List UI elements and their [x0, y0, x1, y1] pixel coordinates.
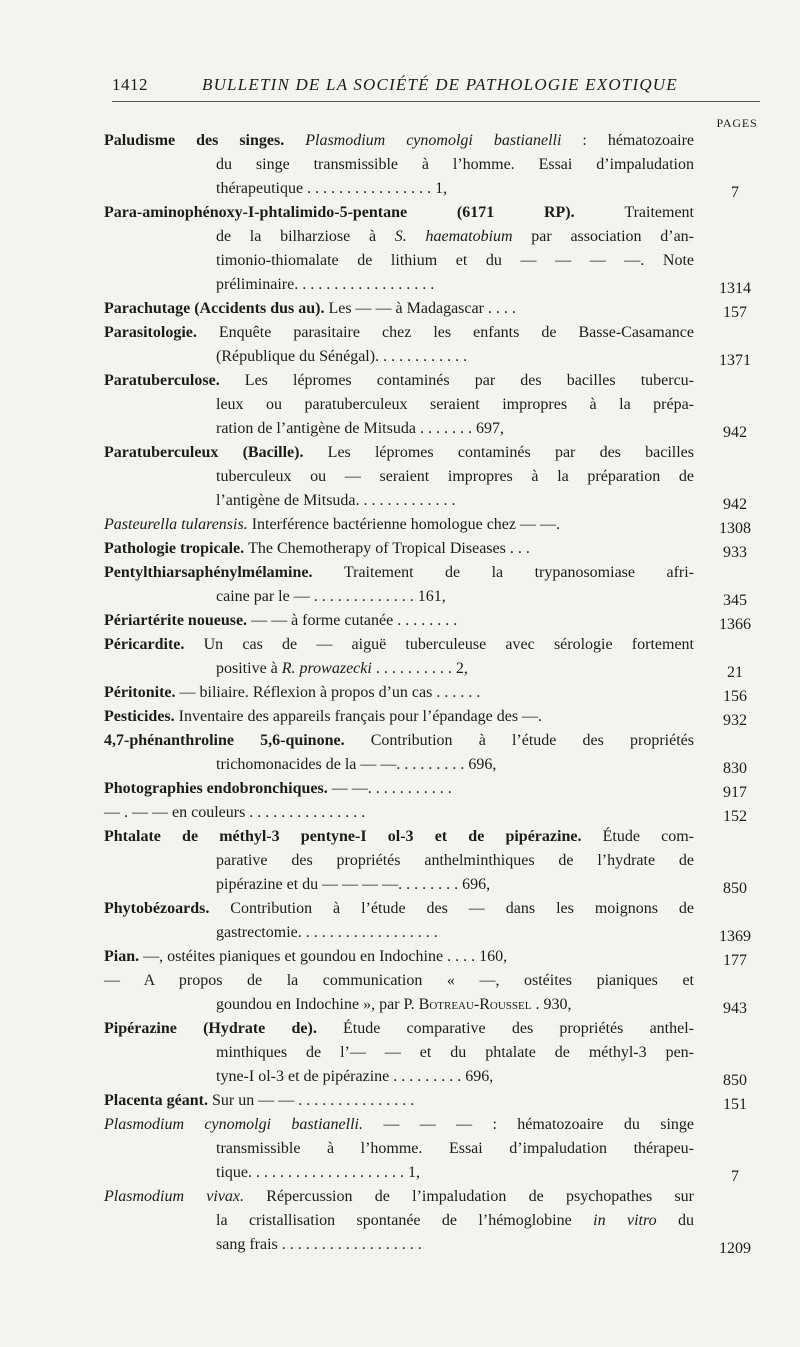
page-reference: 917 — [723, 784, 747, 801]
entry-text: Étude comparative des propriétés anthel- — [343, 1020, 694, 1037]
entry-text: leux ou paratuberculeux seraient impropres à la prépa- — [216, 396, 694, 413]
entry-text: préliminaire. . . . . . . . . . . . . . . . . . — [216, 276, 435, 293]
entry-continuation-line — [216, 849, 694, 873]
entry-heading-line — [104, 969, 694, 993]
entry-continuation-line — [216, 417, 694, 441]
page-reference: 942 — [723, 424, 747, 441]
index-entries — [0, 129, 800, 1257]
entry-keyword: Péritonite. — [104, 684, 180, 701]
page-reference: 345 — [723, 592, 747, 609]
page-reference: 177 — [723, 952, 747, 969]
index-entry — [0, 705, 800, 729]
index-entry — [0, 633, 800, 681]
entry-continuation-line — [216, 657, 694, 681]
index-entry — [0, 201, 800, 297]
entry-text: goundou en Indochine », par P. — [216, 996, 419, 1013]
entry-text: du singe transmissible à l’homme. Essai d’impaludation — [216, 156, 694, 173]
entry-continuation-line — [216, 273, 694, 297]
index-entry — [0, 729, 800, 777]
entry-heading-line — [104, 1089, 694, 1113]
entry-heading-line — [104, 729, 694, 753]
entry-text: Sur un — — . . . . . . . . . . . . . . . — [211, 1092, 415, 1109]
entry-text: la cristallisation spontanée de l’hémoglobine — [216, 1212, 594, 1229]
index-entry — [0, 897, 800, 945]
entry-keyword: Parachutage (Accidents dus au). — [104, 300, 329, 317]
entry-text: (République du Sénégal). . . . . . . . . . . . — [216, 348, 468, 365]
page-reference: 157 — [723, 304, 747, 321]
index-entry — [0, 1185, 800, 1257]
entry-keyword: Paludisme des singes. — [104, 132, 306, 149]
entry-text: positive à — [216, 660, 282, 677]
entry-text: — A propos de la communication « —, ostéites pianiques et — [104, 972, 694, 989]
index-entry — [0, 825, 800, 897]
author-name: Botreau-Roussel — [418, 996, 532, 1013]
entry-continuation-line — [216, 177, 694, 201]
entry-heading-line — [104, 1017, 694, 1041]
italic-term: Plasmodium vivax. — [104, 1188, 245, 1205]
index-entry — [0, 513, 800, 537]
header-rule — [112, 101, 760, 102]
entry-heading-line — [104, 633, 694, 657]
page-reference: 1371 — [719, 352, 751, 369]
entry-text: thérapeutique . . . . . . . . . . . . . . . . 1, — [216, 180, 448, 197]
entry-keyword: Pathologie tropicale. — [104, 540, 249, 557]
entry-keyword: Péricardite. — [104, 636, 204, 653]
entry-text: du — [656, 1212, 695, 1229]
entry-heading-line — [104, 297, 694, 321]
entry-continuation-line — [216, 753, 694, 777]
index-entry — [0, 801, 800, 825]
entry-text: trichomonacides de la — —. . . . . . . . . 696, — [216, 756, 497, 773]
page-reference: 1209 — [719, 1240, 751, 1257]
entry-text: Étude com- — [602, 828, 695, 845]
italic-term: in vitro — [593, 1212, 657, 1229]
running-header — [112, 70, 762, 100]
index-entry — [0, 945, 800, 969]
page-reference: 943 — [723, 1000, 747, 1017]
entry-text: de la bilharziose à — [216, 228, 395, 245]
index-entry — [0, 969, 800, 1017]
entry-keyword: Paratuberculeux (Bacille). — [104, 444, 328, 461]
entry-keyword: Parasitologie. — [104, 324, 219, 341]
entry-text: ration de l’antigène de Mitsuda . . . . . . . 697, — [216, 420, 504, 437]
page-reference: 850 — [723, 880, 747, 897]
page-reference: 21 — [727, 664, 743, 681]
entry-continuation-line — [216, 993, 694, 1017]
entry-text: par association d’an- — [512, 228, 694, 245]
entry-keyword: Pipérazine (Hydrate de). — [104, 1020, 344, 1037]
entry-keyword: Para-aminophénoxy-I-phtalimido-5-pentane (6171 RP). — [104, 204, 625, 221]
entry-continuation-line — [216, 873, 694, 897]
entry-continuation-line — [216, 249, 694, 273]
entry-text: tyne-I ol-3 et de pipérazine . . . . . . . . . 696, — [216, 1068, 494, 1085]
entry-continuation-line — [216, 921, 694, 945]
index-entry — [0, 561, 800, 609]
entry-continuation-line — [216, 1209, 694, 1233]
entry-text: tique. . . . . . . . . . . . . . . . . . . . 1, — [216, 1164, 420, 1181]
entry-text: — — — : hématozoaire du singe — [362, 1116, 695, 1133]
entry-text: l’antigène de Mitsuda. . . . . . . . . . . . . — [216, 492, 456, 509]
index-entry — [0, 129, 800, 201]
entry-text: Un cas de — aiguë tuberculeuse avec sérologie fortement — [203, 636, 694, 653]
entry-text: transmissible à l’homme. Essai d’impaludation thérapeu- — [216, 1140, 694, 1157]
entry-heading-line — [104, 513, 694, 537]
entry-continuation-line — [216, 489, 694, 513]
entry-heading-line — [104, 129, 694, 153]
entry-keyword: Phytobézoards. — [104, 900, 231, 917]
entry-text: Enquête parasitaire chez les enfants de Basse-Casamance — [218, 324, 695, 341]
entry-heading-line — [104, 945, 694, 969]
page-reference: 151 — [723, 1096, 747, 1113]
page-reference: 7 — [731, 184, 739, 201]
entry-text: : hématozoaire — [561, 132, 695, 149]
entry-heading-line — [104, 321, 694, 345]
entry-text: Traitement — [624, 204, 694, 221]
entry-text: — biliaire. Réflexion à propos d’un cas . . . . . . — [179, 684, 481, 701]
page-reference: 933 — [723, 544, 747, 561]
entry-text: pipérazine et du — — — —. . . . . . . . 696, — [216, 876, 491, 893]
entry-heading-line — [104, 561, 694, 585]
page-reference: 1369 — [719, 928, 751, 945]
index-entry — [0, 609, 800, 633]
entry-keyword: Placenta géant. — [104, 1092, 212, 1109]
italic-term: Plasmodium cynomolgi bastianelli — [305, 132, 562, 149]
entry-text: — . — — en couleurs . . . . . . . . . . . . . . . — [104, 804, 366, 821]
italic-term: Plasmodium cynomolgi bastianelli. — [104, 1116, 363, 1133]
page-reference: 156 — [723, 688, 747, 705]
page-reference: 942 — [723, 496, 747, 513]
index-entry — [0, 777, 800, 801]
index-entry — [0, 537, 800, 561]
page-reference: 152 — [723, 808, 747, 825]
entry-heading-line — [104, 609, 694, 633]
entry-text: tuberculeux ou — seraient impropres à la préparation de — [216, 468, 694, 485]
entry-text: Les lépromes contaminés par des bacilles — [327, 444, 694, 461]
entry-heading-line — [104, 897, 694, 921]
page-reference: 1314 — [719, 280, 751, 297]
entry-text: . . . . . . . . . . 2, — [371, 660, 468, 677]
index-entry — [0, 1113, 800, 1185]
index-entry — [0, 1017, 800, 1089]
journal-title: BULLETIN DE LA SOCIÉTÉ DE PATHOLOGIE EXOTIQUE — [202, 75, 678, 94]
entry-continuation-line — [216, 1041, 694, 1065]
entry-heading-line — [104, 801, 694, 825]
entry-text: Inventaire des appareils français pour l’épandage des —. — [178, 708, 543, 725]
entry-text: Les lépromes contaminés par des bacilles tubercu- — [244, 372, 694, 389]
entry-continuation-line — [216, 1137, 694, 1161]
entry-keyword: 4,7-phénanthroline 5,6-quinone. — [104, 732, 371, 749]
entry-continuation-line — [216, 585, 694, 609]
page-reference: 1308 — [719, 520, 751, 537]
entry-text: Traitement de la trypanosomiase afri- — [343, 564, 694, 581]
entry-text: caine par le — . . . . . . . . . . . . . 161, — [216, 588, 446, 605]
entry-text: sang frais . . . . . . . . . . . . . . . . . . — [216, 1236, 422, 1253]
entry-text: Les — — à Madagascar . . . . — [328, 300, 516, 317]
page-reference: 850 — [723, 1072, 747, 1089]
entry-heading-line — [104, 777, 694, 801]
entry-text: . 930, — [531, 996, 572, 1013]
entry-keyword: Périartérite noueuse. — [104, 612, 252, 629]
entry-text: timonio-thiomalate de lithium et du — — — —. Note — [216, 252, 694, 269]
entry-heading-line — [104, 681, 694, 705]
index-entry — [0, 297, 800, 321]
entry-continuation-line — [216, 225, 694, 249]
page-number: 1412 — [112, 75, 148, 94]
entry-heading-line — [104, 1185, 694, 1209]
entry-text: — —. . . . . . . . . . . — [331, 780, 452, 797]
page-reference: 1366 — [719, 616, 751, 633]
entry-keyword: Pesticides. — [104, 708, 179, 725]
page-reference: 7 — [731, 1168, 739, 1185]
entry-text: minthiques de l’— — et du phtalate de méthyl-3 pen- — [216, 1044, 694, 1061]
entry-keyword: Pian. — [104, 948, 144, 965]
italic-term: Pasteurella tularensis. — [104, 516, 248, 533]
index-entry — [0, 369, 800, 441]
entry-continuation-line — [216, 1161, 694, 1185]
entry-heading-line — [104, 705, 694, 729]
entry-text: The Chemotherapy of Tropical Diseases . . . — [248, 540, 530, 557]
entry-heading-line — [104, 201, 694, 225]
entry-text: parative des propriétés anthelminthiques de l’hydrate de — [216, 852, 694, 869]
entry-keyword: Phtalate de méthyl-3 pentyne-I ol-3 et de pipérazine. — [104, 828, 603, 845]
entry-heading-line — [104, 825, 694, 849]
pages-column-heading: PAGES — [716, 116, 758, 130]
entry-text: Contribution à l’étude des — dans les moignons de — [230, 900, 694, 917]
entry-heading-line — [104, 441, 694, 465]
entry-continuation-line — [216, 465, 694, 489]
entry-text: Contribution à l’étude des propriétés — [370, 732, 695, 749]
italic-term: S. haematobium — [394, 228, 513, 245]
entry-heading-line — [104, 369, 694, 393]
entry-text: —, ostéites pianiques et goundou en Indochine . . . . 160, — [143, 948, 508, 965]
entry-continuation-line — [216, 345, 694, 369]
entry-heading-line — [104, 537, 694, 561]
entry-continuation-line — [216, 153, 694, 177]
entry-keyword: Photographies endobronchiques. — [104, 780, 332, 797]
italic-term: R. prowazecki — [281, 660, 372, 677]
entry-keyword: Paratuberculose. — [104, 372, 245, 389]
entry-continuation-line — [216, 1233, 694, 1257]
entry-text: — — à forme cutanée . . . . . . . . — [251, 612, 458, 629]
index-entry — [0, 321, 800, 369]
entry-text: Interférence bactérienne homologue chez — —. — [247, 516, 560, 533]
entry-keyword: Pentylthiarsaphénylmélamine. — [104, 564, 344, 581]
entry-text: gastrectomie. . . . . . . . . . . . . . . . . . — [216, 924, 438, 941]
page-reference: 830 — [723, 760, 747, 777]
entry-continuation-line — [216, 1065, 694, 1089]
entry-continuation-line — [216, 393, 694, 417]
entry-heading-line — [104, 1113, 694, 1137]
entry-text: Répercussion de l’impaludation de psychopathes sur — [244, 1188, 695, 1205]
page-reference: 932 — [723, 712, 747, 729]
index-entry — [0, 1089, 800, 1113]
index-entry — [0, 681, 800, 705]
index-entry — [0, 441, 800, 513]
